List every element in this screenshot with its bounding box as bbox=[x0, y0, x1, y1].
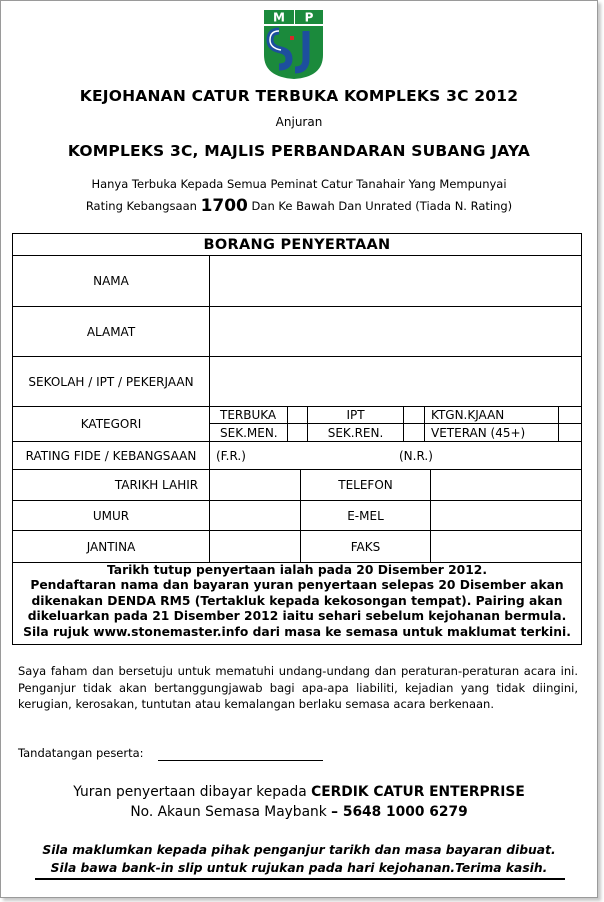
email-field[interactable] bbox=[431, 501, 581, 530]
signature-line[interactable] bbox=[158, 760, 323, 761]
category-terbuka-checkbox[interactable] bbox=[288, 407, 307, 423]
faks-label: FAKS bbox=[350, 539, 381, 554]
signature-label: Tandatangan peserta: bbox=[18, 746, 144, 760]
category-veteran: VETERAN (45+) bbox=[431, 425, 526, 440]
svg-text:M: M bbox=[273, 10, 285, 25]
category-ktgn-kjaan: KTGN.KJAAN bbox=[431, 408, 505, 422]
category-veteran-checkbox[interactable] bbox=[559, 424, 581, 441]
telefon-field[interactable] bbox=[431, 470, 581, 500]
rating-limit: 1700 bbox=[200, 196, 248, 216]
telefon-label: TELEFON bbox=[338, 478, 393, 492]
kategori-label: KATEGORI bbox=[80, 417, 142, 431]
category-sek-ren: SEK.REN. bbox=[327, 425, 384, 440]
eligibility-prefix: Rating Kebangsaan bbox=[85, 199, 197, 213]
category-sek-ren-checkbox[interactable] bbox=[404, 424, 424, 441]
payee-name: CERDIK CATUR ENTERPRISE bbox=[311, 784, 525, 800]
jantina-label: JANTINA bbox=[86, 539, 136, 554]
mpsj-logo bbox=[259, 7, 329, 81]
footer-underline bbox=[35, 878, 565, 880]
alamat-label: ALAMAT bbox=[86, 324, 136, 339]
umur-field[interactable] bbox=[210, 501, 300, 530]
eligibility-suffix: Dan Ke Bawah Dan Unrated (Tiada N. Rating) bbox=[251, 199, 513, 213]
nama-label: NAMA bbox=[93, 274, 129, 288]
nama-field[interactable] bbox=[210, 256, 581, 306]
jantina-field[interactable] bbox=[210, 531, 300, 562]
notice-line-3: dikenakan DENDA RM5 (Tertakluk kepada kekosongan tempat). Pairing akan bbox=[31, 593, 563, 608]
svg-text:P: P bbox=[304, 10, 314, 25]
category-ipt: IPT bbox=[346, 408, 365, 422]
notice-line-2: Pendaftaran nama dan bayaran yuran penyertaan selepas 20 Disember akan bbox=[30, 578, 564, 593]
alamat-field[interactable] bbox=[210, 307, 581, 356]
notice-line-5: Sila rujuk www.stonemaster.info dari masa ke semasa untuk maklumat terkini. bbox=[23, 624, 571, 639]
faks-field[interactable] bbox=[431, 531, 581, 562]
tarikh-lahir-label: TARIKH LAHIR bbox=[114, 478, 199, 492]
rating-label: RATING FIDE / KEBANGSAAN bbox=[25, 448, 197, 463]
footer-line-1: Sila maklumkan kepada pihak penganjur tarikh dan masa bayaran dibuat. bbox=[42, 843, 556, 857]
eligibility-line-2 bbox=[1, 196, 597, 216]
eligibility-line-1: Hanya Terbuka Kepada Semua Peminat Catur Tanahair Yang Mempunyai bbox=[91, 177, 507, 191]
umur-label: UMUR bbox=[92, 508, 130, 523]
tournament-title: KEJOHANAN CATUR TERBUKA KOMPLEKS 3C 2012 bbox=[79, 87, 519, 105]
footer-line-2: Sila bawa bank-in slip untuk rujukan pada hari kejohanan.Terima kasih. bbox=[50, 861, 548, 875]
email-label: E-MEL bbox=[347, 508, 384, 523]
organizer-label: Anjuran bbox=[275, 115, 323, 129]
category-sek-men: SEK.MEN. bbox=[220, 425, 278, 440]
account-number: – 5648 1000 6279 bbox=[331, 804, 468, 820]
payment-prefix: Yuran penyertaan dibayar kepada bbox=[73, 784, 307, 800]
notice-line-1: Tarikh tutup penyertaan ialah pada 20 Disember 2012. bbox=[107, 563, 487, 577]
account-prefix: No. Akaun Semasa Maybank bbox=[130, 804, 327, 820]
national-rating-field[interactable]: (N.R.) bbox=[399, 448, 433, 463]
category-ktgn-kjaan-checkbox[interactable] bbox=[559, 407, 581, 423]
category-sek-men-checkbox[interactable] bbox=[288, 424, 307, 441]
sekolah-field[interactable] bbox=[210, 357, 581, 406]
declaration-text: Saya faham dan bersetuju untuk mematuhi undang-undang dan peraturan-peraturan acara ini. Penganjur tidak akan bertanggungjawab bagi apa-apa liabiliti, kejadian yang tidak diingini, kerugian, kerosakan, tuntutan atau kemalangan berlaku semasa acara berkenaan. bbox=[18, 664, 578, 711]
category-ipt-checkbox[interactable] bbox=[404, 407, 424, 423]
payment-line-1 bbox=[1, 784, 597, 800]
category-terbuka: TERBUKA bbox=[220, 408, 277, 422]
form-title: BORANG PENYERTAAN bbox=[203, 236, 391, 253]
notice-line-4: dikeluarkan pada 21 Disember 2012 iaitu sehari sebelum kejohanan bermula. bbox=[27, 609, 567, 624]
organizer-name: KOMPLEKS 3C, MAJLIS PERBANDARAN SUBANG JAYA bbox=[67, 142, 531, 160]
tarikh-lahir-field[interactable] bbox=[210, 470, 300, 500]
sekolah-label: SEKOLAH / IPT / PEKERJAAN bbox=[28, 374, 194, 389]
payment-line-2 bbox=[1, 804, 597, 820]
closing-notice bbox=[13, 563, 581, 640]
fide-rating-field[interactable]: (F.R.) bbox=[216, 448, 246, 463]
